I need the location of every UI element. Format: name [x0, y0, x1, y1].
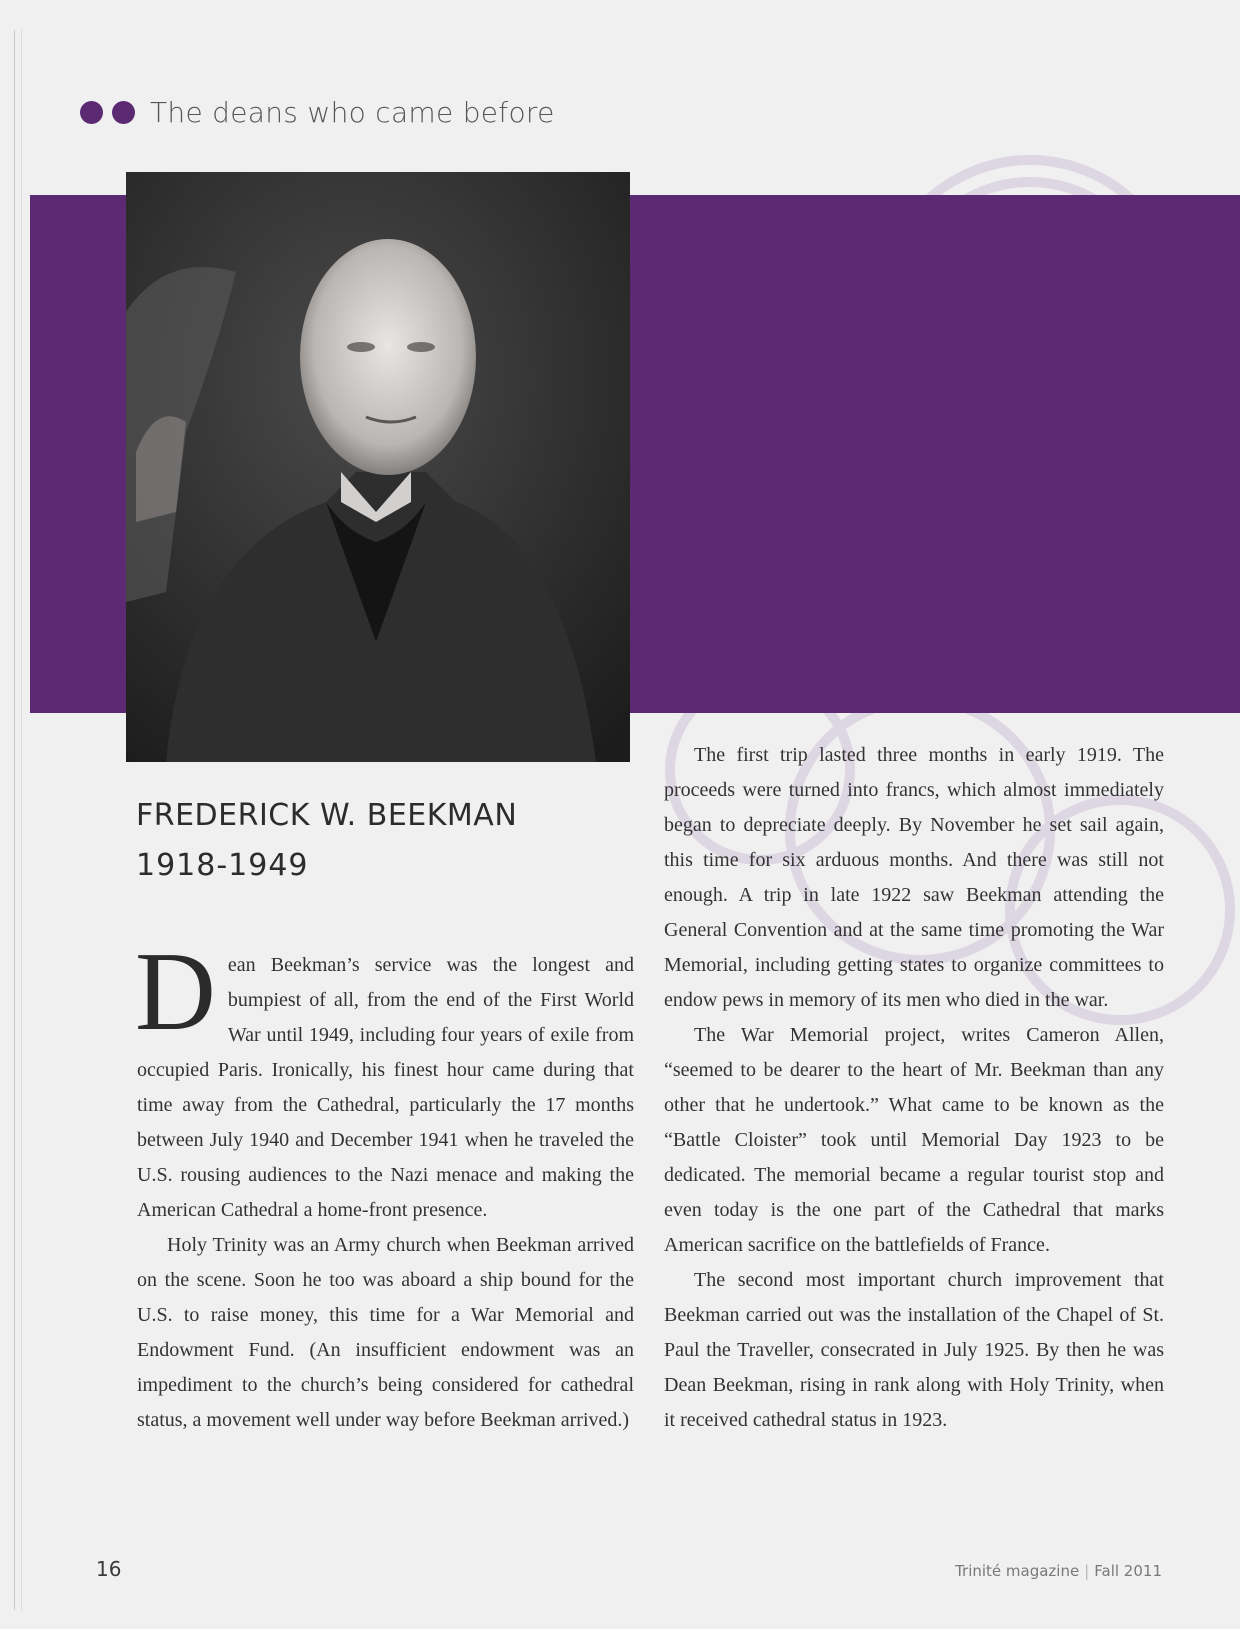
article-column-right	[664, 738, 1164, 1438]
page-binding-edge	[14, 30, 22, 1610]
section-header	[80, 92, 555, 132]
article-paragraph: The second most important church improvement that Beekman carried out was the installation of the Chapel of St. Paul the Traveller, consecrated in July 1925. By then he was Dean Beekman, rising in rank along with Holy Trinity, when it received cathedral status in 1923.	[664, 1269, 1164, 1431]
portrait-photo-icon	[126, 172, 630, 762]
footer-separator: |	[1084, 1562, 1090, 1580]
portrait-photo	[126, 172, 630, 762]
dean-years: 1918-1949	[136, 848, 309, 883]
bullet-dot-icon	[80, 101, 103, 124]
dean-name: FREDERICK W. BEEKMAN	[136, 798, 518, 833]
article-paragraph: The War Memorial project, writes Cameron Allen, “seemed to be dearer to the heart of Mr. Beekman than any other that he undertook.” What came to be known as the “Battle Cloister” took until Memorial Day 1923 to be dedicated. The memorial became a regular tourist stop and even today is the one part of the Cathedral that marks American sacrifice on the battlefields of France.	[664, 1024, 1164, 1256]
section-title: The deans who came before	[150, 95, 555, 129]
issue-label: Fall 2011	[1094, 1562, 1162, 1580]
bullet-dot-icon	[112, 101, 135, 124]
article-paragraph: The first trip lasted three months in early 1919. The proceeds were turned into francs, which almost immediately began to depreciate deeply. By November he set sail again, this time for six arduous months. And there was still not enough. A trip in late 1922 saw Beekman attending the General Convention and at the same time promoting the War Memorial, including getting states to organize committees to endow pews in memory of its men who died in the war.	[664, 744, 1164, 1011]
article-paragraph: Holy Trinity was an Army church when Beekman arrived on the scene. Soon he too was aboard a ship bound for the U.S. to raise money, this time for a War Memorial and Endowment Fund. (An insufficient endowment was an impediment to the church’s being considered for cathedral status, a movement well under way before Beekman arrived.)	[137, 1234, 634, 1431]
paragraph-text: ean Beekman’s service was the longest and bumpiest of all, from the end of the First World War until 1949, including four years of exile from occupied Paris. Ironically, his finest hour came during that time away from the Cathedral, particularly the 17 months between July 1940 and December 1941 when he traveled the U.S. rousing audiences to the Nazi menace and making the American Cathedral a home-front presence.	[137, 954, 634, 1221]
article-paragraph	[135, 930, 634, 1228]
article-column-left	[135, 930, 634, 1438]
publication-name: Trinité magazine	[955, 1562, 1080, 1580]
drop-cap: D	[135, 930, 216, 1054]
publication-footer	[955, 1562, 1162, 1580]
page-number: 16	[96, 1557, 122, 1581]
